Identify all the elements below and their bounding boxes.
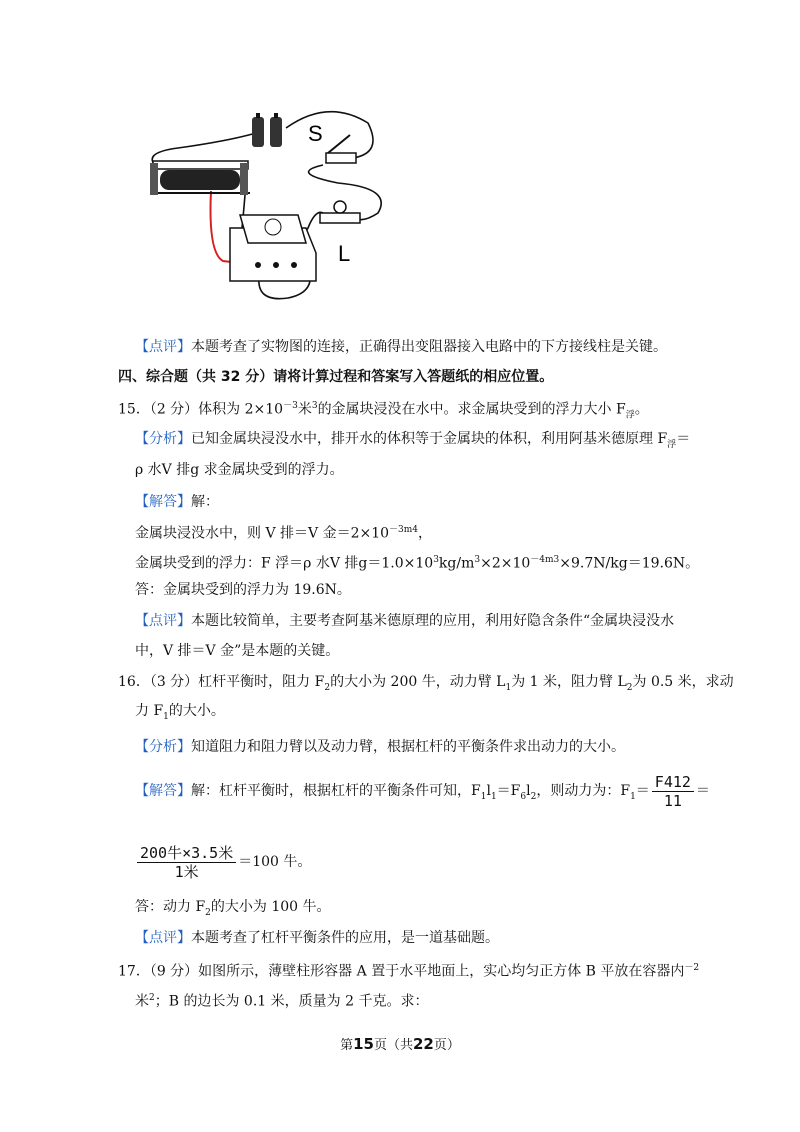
q16-result: $\frac{\text{200牛×3.5米}}{\text{1米}}$ ＝100 牛。 — [135, 842, 311, 882]
review-1: 【点评】本题考查了实物图的连接，正确得出变阻器接入电路中的下方接线柱是关键。 — [135, 339, 667, 355]
section-4-heading: 四、综合题（共 32 分）请将计算过程和答案写入答题纸的相应位置。 — [118, 369, 554, 385]
review-tag: 【点评】 — [135, 339, 191, 355]
fraction-2: $\frac{\text{200牛×3.5米}}{\text{1米}}$ — [137, 844, 236, 881]
q16-stem-2: 力 $F_1$的大小。 — [135, 703, 225, 722]
q17-stem-2: 米$^2$；B 的边长为 0.1 米，质量为 2 千克。求： — [135, 993, 429, 1010]
q15-analysis: 【分析】已知金属块浸没水中，排开水的体积等于金属块的体积，利用阿基米德原理 $F_浮=$ — [135, 431, 691, 450]
q16-analysis: 【分析】知道阻力和阻力臂以及动力臂，根据杠杆的平衡条件求出动力的大小。 — [135, 739, 625, 755]
circuit-figure — [138, 103, 388, 303]
q17-stem: 17．（9 分）如图所示，薄壁柱形容器 A 置于水平地面上，实心均匀正方体 B 平放在容器内$^{-2}$ — [118, 963, 700, 980]
q16-review: 【点评】本题考查了杠杆平衡条件的应用，是一道基础题。 — [135, 930, 499, 946]
q16-answer: 【解答】解：杠杆平衡时，根据杠杆的平衡条件可知，$F_1l_1=F_6l_2$，则动力为：$F_1=$ $\frac{F412}{11}$ ＝ — [135, 772, 710, 810]
q16-stem: 16．（3 分）杠杆平衡时，阻力 $F_2$的大小为 200 牛，动力臂 $L_1$为 1 米，阻力臂 $L_2$为 0.5 米，求动 — [118, 674, 734, 693]
fraction-1: $\frac{F412}{11}$ — [652, 773, 694, 810]
q15-step-2: 金属块受到的浮力：F 浮＝ρ 水V 排$g=1.0\times 10^3kg/m^3\times 2\times 10^{-4m3}\times 9.7N/kg=19.6N$。 — [135, 555, 700, 572]
page-footer: 第15页（共22页） — [340, 1035, 460, 1053]
label-s: S — [308, 121, 323, 146]
q16-final: 答：动力 $F_2$的大小为 100 牛。 — [135, 899, 331, 918]
q15-review-2: 中，V 排＝V 金”是本题的关键。 — [135, 643, 340, 659]
label-l: L — [338, 241, 351, 266]
q15-answer: 【解答】解： — [135, 494, 219, 510]
q15-analysis-2: ρ 水V 排g 求金属块受到的浮力。 — [135, 462, 344, 478]
q15-review: 【点评】本题比较简单，主要考查阿基米德原理的应用，利用好隐含条件“金属块浸没水 — [135, 613, 675, 629]
q15-stem: 15．（2 分）体积为 $2\times 10^{-3}$米$^3$的金属块浸没在水中。求金属块受到的浮力大小 $F_浮$。 — [118, 401, 649, 421]
q15-step-1: 金属块浸没水中，则 V 排＝V 金$=2\times 10^{-3m4}$， — [135, 525, 433, 542]
q15-final: 答：金属块受到的浮力为 19.6N。 — [135, 582, 351, 598]
